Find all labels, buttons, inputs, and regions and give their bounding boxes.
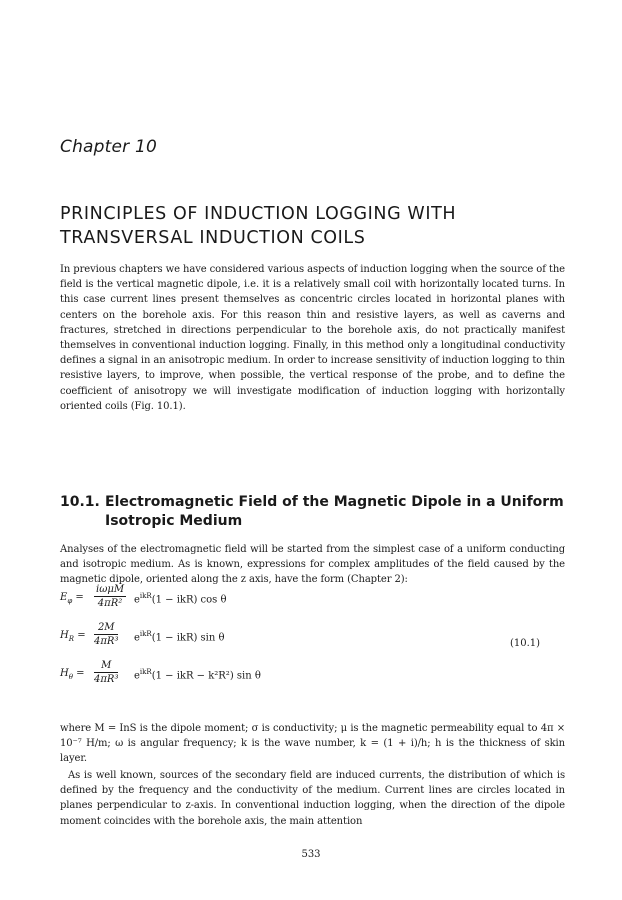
intro-paragraph: In previous chapters we have considered various aspects of induction logging when the source of the field is the vertical magnetic dipole, i.e. it is a relatively small coil with horizontally located turns. In this case current lines present themselves as concentric circles located in horizontal planes with centers on the borehole axis. For this reason thin and resistive layers, as well as caverns and fractures, stretched in directions perpendicular to the borehole axis, do not practically manifest themselves in conventional induction logging. Finally, in this method only a longitudinal conductivity defines a signal in an anisotropic medium. In order to increase sensitivity of induction logging to thin resistive layers, to improve, when possible, the vertical response of the probe, and to define the coefficient of anisotropy we will investigate modification of induction logging with horizontally oriented coils (Fig. 10.1). [60,264,565,412]
section-title-line-1: Electromagnetic Field of the Magnetic Dipole in a Uniform [105,494,564,510]
paragraph-2: where M = InS is the dipole moment; σ is conductivity; μ is the magnetic permeability equal to 4π × 10⁻⁷ H/m; ω is angular frequency; k is the wave number, k = (1 + i)/h; h is the thickness of skin layer. [60,723,565,765]
equation-rhs: $e^{ikR}(1 - ikR)$ sin θ [134,630,225,644]
equation-lhs: $H_\theta$ = [60,668,85,681]
paragraph-1: Analyses of the electromagnetic field will be started from the simplest case of a uniform conducting and isotropic medium. As is known, expressions for complex amplitudes of the field caused by the magnetic dipole, oriented along the z axis, have the form (Chapter 2): [60,544,565,586]
page-number: 533 [301,849,321,860]
section-title-line-2: Isotropic Medium [105,513,243,529]
equation-fraction: $\frac{2M}{\text{4πR³}}$ [94,622,119,647]
paragraph-3: As is well known, sources of the secondary field are induced currents, the distribution of which is defined by the frequency and the conductivity of the medium. Current lines are circles located in planes perpendicular to z-axis. In conventional induction logging, when the direction of the dipole moment coincides with the borehole axis, the main attention [60,770,565,827]
equation-fraction: $\frac{M}{\text{4πR³}}$ [94,660,119,685]
equation-rhs: $e^{ikR}(1 - ikR)$ cos θ [134,592,227,606]
equation-lhs: $E_\varphi$ = [60,592,84,605]
equation-h-theta [60,660,565,690]
equation-lhs: $H_R$ = [60,630,86,643]
equation-e-phi [60,584,565,614]
chapter-label: Chapter 10 [60,137,158,157]
equation-number: (10.1) [510,638,541,649]
equation-rhs: $e^{ikR}(1$ − ikR − k²R²) sin θ [134,668,261,682]
chapter-title: PRINCIPLES OF INDUCTION LOGGING WITH TRANSVERSAL INDUCTION COILS [60,204,457,248]
equation-fraction: iωμM 4πR² [96,584,125,609]
section-number: 10.1. [60,494,100,510]
section-heading [60,493,570,531]
equation-h-r [60,622,565,652]
